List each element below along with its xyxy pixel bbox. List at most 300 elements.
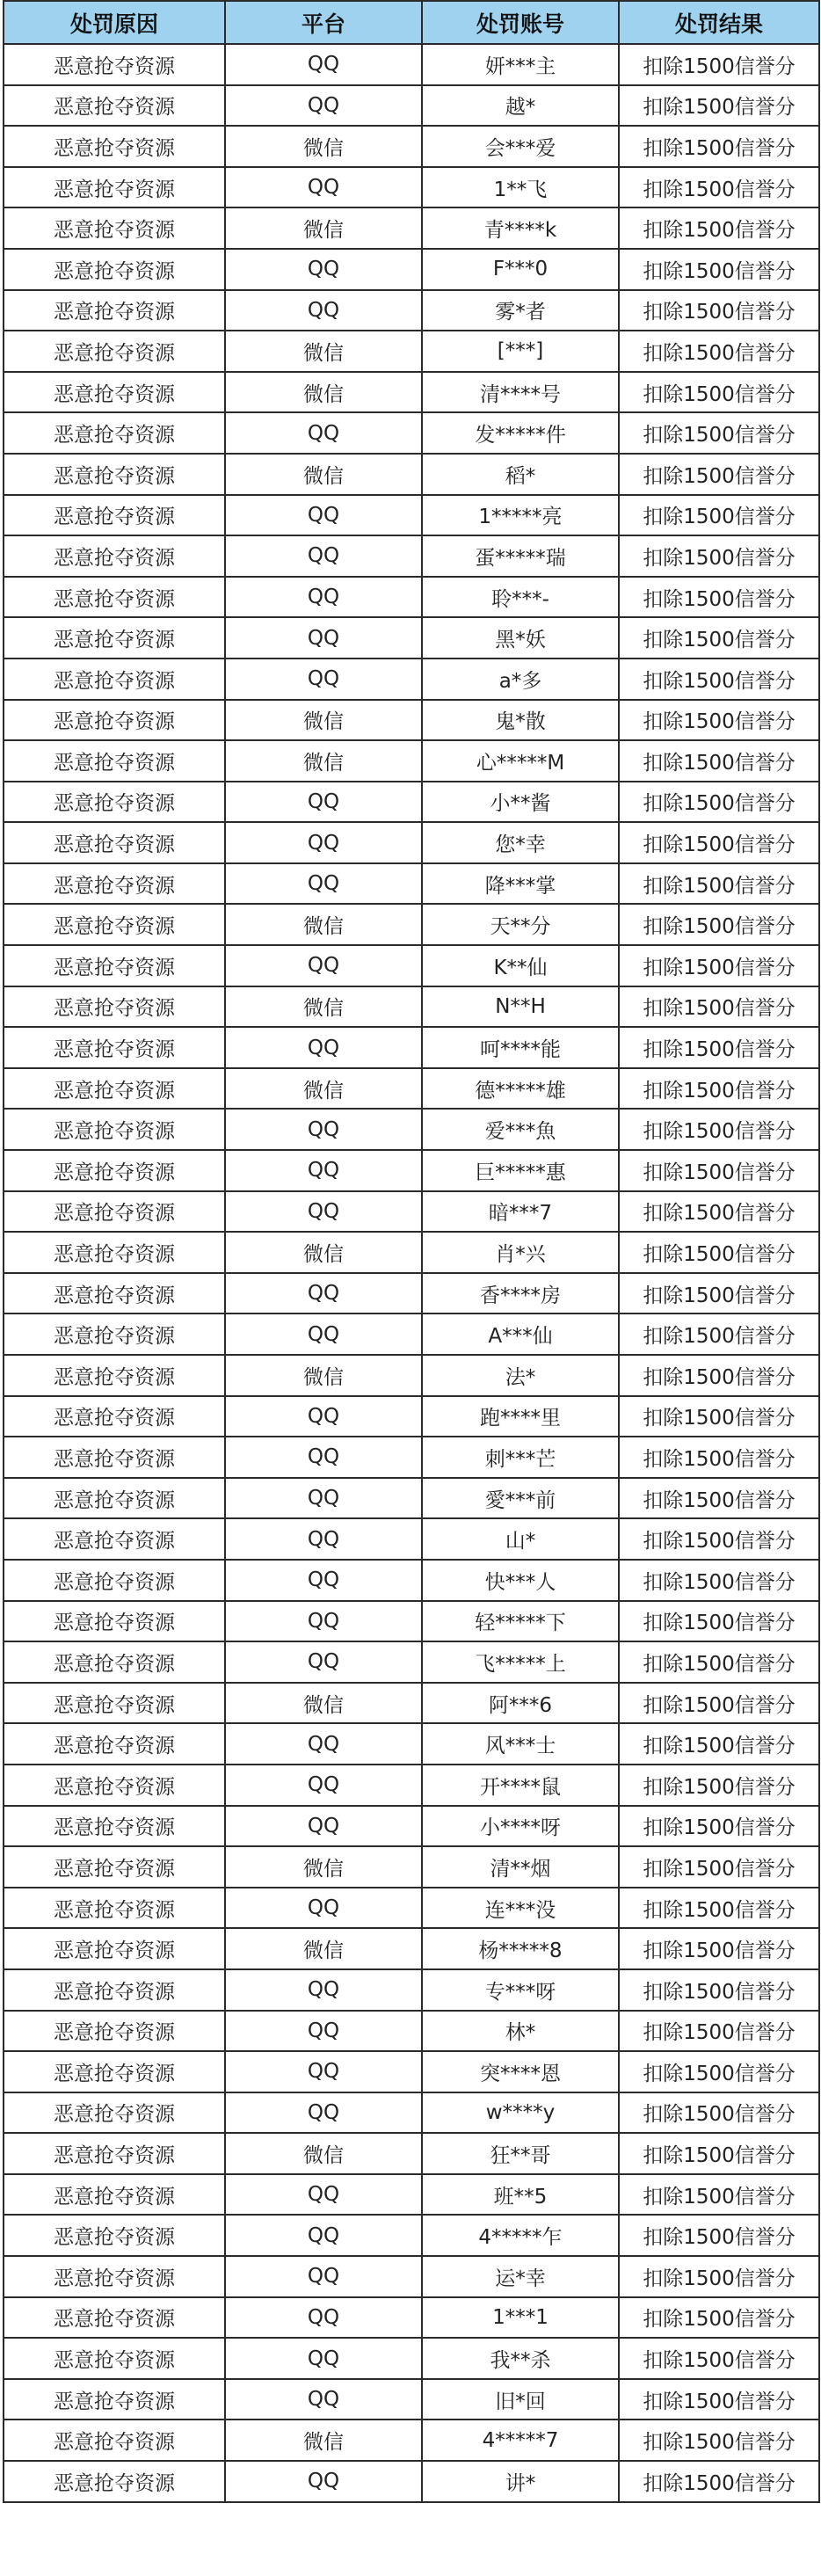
reason-cell: 恶意抢夺资源 xyxy=(4,495,225,536)
result-cell: 扣除1500信誉分 xyxy=(619,1313,819,1355)
reason-cell: 恶意抢夺资源 xyxy=(4,700,225,741)
reason-cell: 恶意抢夺资源 xyxy=(4,1232,225,1273)
table-row xyxy=(4,2215,819,2256)
result-cell: 扣除1500信誉分 xyxy=(619,2420,819,2461)
platform-cell: QQ xyxy=(225,85,422,127)
platform-cell: QQ xyxy=(225,290,422,331)
reason-cell: 恶意抢夺资源 xyxy=(4,1723,225,1765)
platform-cell: 微信 xyxy=(225,740,422,782)
result-cell: 扣除1500信誉分 xyxy=(619,290,819,331)
result-cell: 扣除1500信誉分 xyxy=(619,1273,819,1314)
table-row xyxy=(4,1109,819,1150)
reason-cell: 恶意抢夺资源 xyxy=(4,1150,225,1191)
reason-cell: 恶意抢夺资源 xyxy=(4,1806,225,1847)
table-row xyxy=(4,331,819,372)
account-cell: 轻*****下 xyxy=(422,1601,619,1642)
reason-cell: 恶意抢夺资源 xyxy=(4,1109,225,1150)
table-row xyxy=(4,495,819,536)
reason-cell: 恶意抢夺资源 xyxy=(4,1928,225,1969)
result-cell: 扣除1500信誉分 xyxy=(619,495,819,536)
reason-cell: 恶意抢夺资源 xyxy=(4,1273,225,1314)
reason-cell: 恶意抢夺资源 xyxy=(4,1396,225,1437)
platform-cell: 微信 xyxy=(225,1683,422,1724)
platform-cell: QQ xyxy=(225,1478,422,1519)
result-cell: 扣除1500信誉分 xyxy=(619,1560,819,1601)
platform-cell: QQ xyxy=(225,1191,422,1233)
account-cell: 连***没 xyxy=(422,1888,619,1929)
result-cell: 扣除1500信誉分 xyxy=(619,331,819,372)
result-cell: 扣除1500信誉分 xyxy=(619,85,819,127)
platform-cell: QQ xyxy=(225,1969,422,2011)
reason-cell: 恶意抢夺资源 xyxy=(4,412,225,454)
reason-cell: 恶意抢夺资源 xyxy=(4,1068,225,1110)
table-row xyxy=(4,945,819,986)
platform-cell: 微信 xyxy=(225,1232,422,1273)
table-row xyxy=(4,2297,819,2339)
header-result: 处罚结果 xyxy=(619,1,819,44)
result-cell: 扣除1500信誉分 xyxy=(619,2256,819,2297)
result-cell: 扣除1500信誉分 xyxy=(619,617,819,659)
result-cell: 扣除1500信誉分 xyxy=(619,2461,819,2502)
result-cell: 扣除1500信誉分 xyxy=(619,1150,819,1191)
account-cell: 专***呀 xyxy=(422,1969,619,2011)
table-row xyxy=(4,904,819,945)
account-cell: 雾*者 xyxy=(422,290,619,331)
platform-cell: QQ xyxy=(225,2338,422,2379)
account-cell: A***仙 xyxy=(422,1313,619,1355)
account-cell: 清**烟 xyxy=(422,1846,619,1888)
table-row xyxy=(4,1355,819,1396)
table-row xyxy=(4,740,819,782)
account-cell: 山* xyxy=(422,1518,619,1560)
reason-cell: 恶意抢夺资源 xyxy=(4,454,225,495)
table-row xyxy=(4,2461,819,2502)
table-row xyxy=(4,412,819,454)
table-row xyxy=(4,2051,819,2092)
reason-cell: 恶意抢夺资源 xyxy=(4,331,225,372)
result-cell: 扣除1500信誉分 xyxy=(619,1928,819,1969)
platform-cell: 微信 xyxy=(225,1846,422,1888)
table-row xyxy=(4,1765,819,1806)
reason-cell: 恶意抢夺资源 xyxy=(4,85,225,127)
reason-cell: 恶意抢夺资源 xyxy=(4,2092,225,2134)
table-row xyxy=(4,1928,819,1969)
result-cell: 扣除1500信誉分 xyxy=(619,126,819,167)
reason-cell: 恶意抢夺资源 xyxy=(4,535,225,577)
account-cell: 风***士 xyxy=(422,1723,619,1765)
result-cell: 扣除1500信誉分 xyxy=(619,249,819,290)
result-cell: 扣除1500信誉分 xyxy=(619,1641,819,1683)
result-cell: 扣除1500信誉分 xyxy=(619,2215,819,2256)
account-cell: 发*****件 xyxy=(422,412,619,454)
platform-cell: 微信 xyxy=(225,372,422,413)
result-cell: 扣除1500信誉分 xyxy=(619,2051,819,2092)
platform-cell: QQ xyxy=(225,44,422,85)
result-cell: 扣除1500信誉分 xyxy=(619,659,819,700)
account-cell: 我**杀 xyxy=(422,2338,619,2379)
reason-cell: 恶意抢夺资源 xyxy=(4,822,225,863)
table-header xyxy=(4,1,819,44)
reason-cell: 恶意抢夺资源 xyxy=(4,659,225,700)
reason-cell: 恶意抢夺资源 xyxy=(4,1313,225,1355)
platform-cell: QQ xyxy=(225,2256,422,2297)
platform-cell: QQ xyxy=(225,1518,422,1560)
account-cell: a*多 xyxy=(422,659,619,700)
reason-cell: 恶意抢夺资源 xyxy=(4,945,225,986)
platform-cell: QQ xyxy=(225,2461,422,2502)
table-row xyxy=(4,1396,819,1437)
platform-cell: QQ xyxy=(225,1027,422,1068)
platform-cell: QQ xyxy=(225,1641,422,1683)
result-cell: 扣除1500信誉分 xyxy=(619,1191,819,1233)
table-row xyxy=(4,1601,819,1642)
table-row xyxy=(4,617,819,659)
reason-cell: 恶意抢夺资源 xyxy=(4,2011,225,2052)
table-row xyxy=(4,1232,819,1273)
reason-cell: 恶意抢夺资源 xyxy=(4,1437,225,1478)
table-row xyxy=(4,782,819,823)
account-cell: 1**飞 xyxy=(422,167,619,208)
table-row xyxy=(4,1478,819,1519)
result-cell: 扣除1500信誉分 xyxy=(619,2297,819,2339)
reason-cell: 恶意抢夺资源 xyxy=(4,372,225,413)
result-cell: 扣除1500信誉分 xyxy=(619,207,819,249)
table-row xyxy=(4,822,819,863)
account-cell: 暗***7 xyxy=(422,1191,619,1233)
account-cell: F***0 xyxy=(422,249,619,290)
header-row xyxy=(4,1,819,44)
platform-cell: QQ xyxy=(225,2379,422,2420)
account-cell: N**H xyxy=(422,986,619,1028)
account-cell: K**仙 xyxy=(422,945,619,986)
header-reason: 处罚原因 xyxy=(4,1,225,44)
account-cell: 妍***主 xyxy=(422,44,619,85)
platform-cell: QQ xyxy=(225,2297,422,2339)
result-cell: 扣除1500信誉分 xyxy=(619,1806,819,1847)
account-cell: 愛***前 xyxy=(422,1478,619,1519)
platform-cell: 微信 xyxy=(225,207,422,249)
account-cell: 班**5 xyxy=(422,2174,619,2216)
table-row xyxy=(4,1969,819,2011)
account-cell: 运*幸 xyxy=(422,2256,619,2297)
platform-cell: 微信 xyxy=(225,1355,422,1396)
platform-cell: QQ xyxy=(225,1109,422,1150)
account-cell: 鬼*散 xyxy=(422,700,619,741)
account-cell: 蛋*****瑞 xyxy=(422,535,619,577)
reason-cell: 恶意抢夺资源 xyxy=(4,2174,225,2216)
result-cell: 扣除1500信誉分 xyxy=(619,1027,819,1068)
account-cell: 1*****亮 xyxy=(422,495,619,536)
result-cell: 扣除1500信誉分 xyxy=(619,1355,819,1396)
platform-cell: 微信 xyxy=(225,331,422,372)
table-row xyxy=(4,2420,819,2461)
table-row xyxy=(4,2338,819,2379)
table-row xyxy=(4,2011,819,2052)
platform-cell: QQ xyxy=(225,1150,422,1191)
reason-cell: 恶意抢夺资源 xyxy=(4,1683,225,1724)
reason-cell: 恶意抢夺资源 xyxy=(4,2133,225,2174)
account-cell: 4*****7 xyxy=(422,2420,619,2461)
result-cell: 扣除1500信誉分 xyxy=(619,700,819,741)
table-row xyxy=(4,1518,819,1560)
account-cell: [***] xyxy=(422,331,619,372)
platform-cell: QQ xyxy=(225,863,422,905)
table-row xyxy=(4,577,819,618)
reason-cell: 恶意抢夺资源 xyxy=(4,2297,225,2339)
account-cell: 快***人 xyxy=(422,1560,619,1601)
result-cell: 扣除1500信誉分 xyxy=(619,1601,819,1642)
account-cell: 降***掌 xyxy=(422,863,619,905)
reason-cell: 恶意抢夺资源 xyxy=(4,2338,225,2379)
account-cell: 天**分 xyxy=(422,904,619,945)
result-cell: 扣除1500信誉分 xyxy=(619,1478,819,1519)
table-row xyxy=(4,1806,819,1847)
result-cell: 扣除1500信誉分 xyxy=(619,412,819,454)
table-row xyxy=(4,1027,819,1068)
account-cell: 林* xyxy=(422,2011,619,2052)
table-row xyxy=(4,700,819,741)
result-cell: 扣除1500信誉分 xyxy=(619,1109,819,1150)
account-cell: 讲* xyxy=(422,2461,619,2502)
platform-cell: 微信 xyxy=(225,454,422,495)
account-cell: 开****鼠 xyxy=(422,1765,619,1806)
reason-cell: 恶意抢夺资源 xyxy=(4,1027,225,1068)
result-cell: 扣除1500信誉分 xyxy=(619,1068,819,1110)
platform-cell: QQ xyxy=(225,617,422,659)
platform-cell: QQ xyxy=(225,249,422,290)
reason-cell: 恶意抢夺资源 xyxy=(4,2379,225,2420)
reason-cell: 恶意抢夺资源 xyxy=(4,1969,225,2011)
platform-cell: 微信 xyxy=(225,2133,422,2174)
table-row xyxy=(4,863,819,905)
table-row xyxy=(4,1273,819,1314)
platform-cell: QQ xyxy=(225,1888,422,1929)
account-cell: 阿***6 xyxy=(422,1683,619,1724)
table-row xyxy=(4,249,819,290)
result-cell: 扣除1500信誉分 xyxy=(619,945,819,986)
account-cell: w****y xyxy=(422,2092,619,2134)
account-cell: 黑*妖 xyxy=(422,617,619,659)
reason-cell: 恶意抢夺资源 xyxy=(4,577,225,618)
account-cell: 香****房 xyxy=(422,1273,619,1314)
table-row xyxy=(4,659,819,700)
table-row xyxy=(4,1437,819,1478)
reason-cell: 恶意抢夺资源 xyxy=(4,1888,225,1929)
platform-cell: QQ xyxy=(225,782,422,823)
platform-cell: 微信 xyxy=(225,2420,422,2461)
reason-cell: 恶意抢夺资源 xyxy=(4,740,225,782)
table-row xyxy=(4,1068,819,1110)
account-cell: 稻* xyxy=(422,454,619,495)
table-row xyxy=(4,290,819,331)
result-cell: 扣除1500信誉分 xyxy=(619,986,819,1028)
reason-cell: 恶意抢夺资源 xyxy=(4,1560,225,1601)
account-cell: 您*幸 xyxy=(422,822,619,863)
table-row xyxy=(4,454,819,495)
header-account: 处罚账号 xyxy=(422,1,619,44)
reason-cell: 恶意抢夺资源 xyxy=(4,2215,225,2256)
table-row xyxy=(4,2379,819,2420)
table-row xyxy=(4,2092,819,2134)
result-cell: 扣除1500信誉分 xyxy=(619,1437,819,1478)
result-cell: 扣除1500信誉分 xyxy=(619,2379,819,2420)
table-row xyxy=(4,85,819,127)
result-cell: 扣除1500信誉分 xyxy=(619,1683,819,1724)
account-cell: 爱***魚 xyxy=(422,1109,619,1150)
result-cell: 扣除1500信誉分 xyxy=(619,1518,819,1560)
result-cell: 扣除1500信誉分 xyxy=(619,577,819,618)
result-cell: 扣除1500信誉分 xyxy=(619,2133,819,2174)
penalty-table xyxy=(3,0,820,2503)
reason-cell: 恶意抢夺资源 xyxy=(4,2051,225,2092)
result-cell: 扣除1500信誉分 xyxy=(619,44,819,85)
reason-cell: 恶意抢夺资源 xyxy=(4,1478,225,1519)
table-row xyxy=(4,1888,819,1929)
reason-cell: 恶意抢夺资源 xyxy=(4,2461,225,2502)
platform-cell: QQ xyxy=(225,1396,422,1437)
result-cell: 扣除1500信誉分 xyxy=(619,454,819,495)
account-cell: 会***爱 xyxy=(422,126,619,167)
account-cell: 杨*****8 xyxy=(422,1928,619,1969)
account-cell: 刺***芒 xyxy=(422,1437,619,1478)
reason-cell: 恶意抢夺资源 xyxy=(4,904,225,945)
result-cell: 扣除1500信誉分 xyxy=(619,2338,819,2379)
reason-cell: 恶意抢夺资源 xyxy=(4,290,225,331)
result-cell: 扣除1500信誉分 xyxy=(619,740,819,782)
reason-cell: 恶意抢夺资源 xyxy=(4,1765,225,1806)
result-cell: 扣除1500信誉分 xyxy=(619,2092,819,2134)
platform-cell: QQ xyxy=(225,1723,422,1765)
platform-cell: QQ xyxy=(225,577,422,618)
result-cell: 扣除1500信誉分 xyxy=(619,863,819,905)
account-cell: 肖*兴 xyxy=(422,1232,619,1273)
platform-cell: QQ xyxy=(225,2174,422,2216)
account-cell: 青****k xyxy=(422,207,619,249)
platform-cell: QQ xyxy=(225,1601,422,1642)
table-row xyxy=(4,986,819,1028)
platform-cell: QQ xyxy=(225,1806,422,1847)
platform-cell: QQ xyxy=(225,2051,422,2092)
reason-cell: 恶意抢夺资源 xyxy=(4,1846,225,1888)
platform-cell: QQ xyxy=(225,2011,422,2052)
platform-cell: 微信 xyxy=(225,126,422,167)
result-cell: 扣除1500信誉分 xyxy=(619,904,819,945)
table-row xyxy=(4,1641,819,1683)
account-cell: 4*****乍 xyxy=(422,2215,619,2256)
table-row xyxy=(4,1191,819,1233)
table-row xyxy=(4,1683,819,1724)
result-cell: 扣除1500信誉分 xyxy=(619,1846,819,1888)
table-row xyxy=(4,2174,819,2216)
account-cell: 越* xyxy=(422,85,619,127)
platform-cell: QQ xyxy=(225,1765,422,1806)
reason-cell: 恶意抢夺资源 xyxy=(4,863,225,905)
account-cell: 清****号 xyxy=(422,372,619,413)
account-cell: 飞*****上 xyxy=(422,1641,619,1683)
table-row xyxy=(4,372,819,413)
table-row xyxy=(4,535,819,577)
account-cell: 德*****雄 xyxy=(422,1068,619,1110)
reason-cell: 恶意抢夺资源 xyxy=(4,1191,225,1233)
table-row xyxy=(4,2133,819,2174)
reason-cell: 恶意抢夺资源 xyxy=(4,207,225,249)
account-cell: 1***1 xyxy=(422,2297,619,2339)
table-row xyxy=(4,207,819,249)
table-row xyxy=(4,126,819,167)
table-row xyxy=(4,44,819,85)
table-row xyxy=(4,1846,819,1888)
reason-cell: 恶意抢夺资源 xyxy=(4,1355,225,1396)
reason-cell: 恶意抢夺资源 xyxy=(4,44,225,85)
table-row xyxy=(4,2256,819,2297)
result-cell: 扣除1500信誉分 xyxy=(619,822,819,863)
result-cell: 扣除1500信誉分 xyxy=(619,1723,819,1765)
table-row xyxy=(4,167,819,208)
table-row xyxy=(4,1723,819,1765)
platform-cell: 微信 xyxy=(225,1928,422,1969)
table-row xyxy=(4,1313,819,1355)
header-platform: 平台 xyxy=(225,1,422,44)
platform-cell: QQ xyxy=(225,1560,422,1601)
account-cell: 突****恩 xyxy=(422,2051,619,2092)
account-cell: 聆***- xyxy=(422,577,619,618)
platform-cell: QQ xyxy=(225,412,422,454)
table-row xyxy=(4,1560,819,1601)
result-cell: 扣除1500信誉分 xyxy=(619,1888,819,1929)
reason-cell: 恶意抢夺资源 xyxy=(4,782,225,823)
platform-cell: QQ xyxy=(225,659,422,700)
platform-cell: QQ xyxy=(225,1313,422,1355)
result-cell: 扣除1500信誉分 xyxy=(619,167,819,208)
platform-cell: 微信 xyxy=(225,904,422,945)
platform-cell: QQ xyxy=(225,2215,422,2256)
reason-cell: 恶意抢夺资源 xyxy=(4,1518,225,1560)
table-body xyxy=(4,44,819,2502)
result-cell: 扣除1500信誉分 xyxy=(619,1765,819,1806)
result-cell: 扣除1500信誉分 xyxy=(619,2174,819,2216)
reason-cell: 恶意抢夺资源 xyxy=(4,249,225,290)
platform-cell: QQ xyxy=(225,2092,422,2134)
result-cell: 扣除1500信誉分 xyxy=(619,372,819,413)
reason-cell: 恶意抢夺资源 xyxy=(4,1601,225,1642)
account-cell: 呵****能 xyxy=(422,1027,619,1068)
platform-cell: QQ xyxy=(225,1437,422,1478)
account-cell: 狂**哥 xyxy=(422,2133,619,2174)
account-cell: 巨*****惠 xyxy=(422,1150,619,1191)
reason-cell: 恶意抢夺资源 xyxy=(4,2256,225,2297)
result-cell: 扣除1500信誉分 xyxy=(619,1969,819,2011)
account-cell: 小**酱 xyxy=(422,782,619,823)
reason-cell: 恶意抢夺资源 xyxy=(4,126,225,167)
platform-cell: 微信 xyxy=(225,1068,422,1110)
platform-cell: QQ xyxy=(225,945,422,986)
platform-cell: QQ xyxy=(225,1273,422,1314)
result-cell: 扣除1500信誉分 xyxy=(619,2011,819,2052)
platform-cell: QQ xyxy=(225,167,422,208)
reason-cell: 恶意抢夺资源 xyxy=(4,617,225,659)
reason-cell: 恶意抢夺资源 xyxy=(4,167,225,208)
reason-cell: 恶意抢夺资源 xyxy=(4,2420,225,2461)
platform-cell: QQ xyxy=(225,822,422,863)
platform-cell: QQ xyxy=(225,535,422,577)
result-cell: 扣除1500信誉分 xyxy=(619,1232,819,1273)
platform-cell: 微信 xyxy=(225,700,422,741)
result-cell: 扣除1500信誉分 xyxy=(619,535,819,577)
account-cell: 法* xyxy=(422,1355,619,1396)
platform-cell: QQ xyxy=(225,495,422,536)
result-cell: 扣除1500信誉分 xyxy=(619,1396,819,1437)
account-cell: 心*****M xyxy=(422,740,619,782)
